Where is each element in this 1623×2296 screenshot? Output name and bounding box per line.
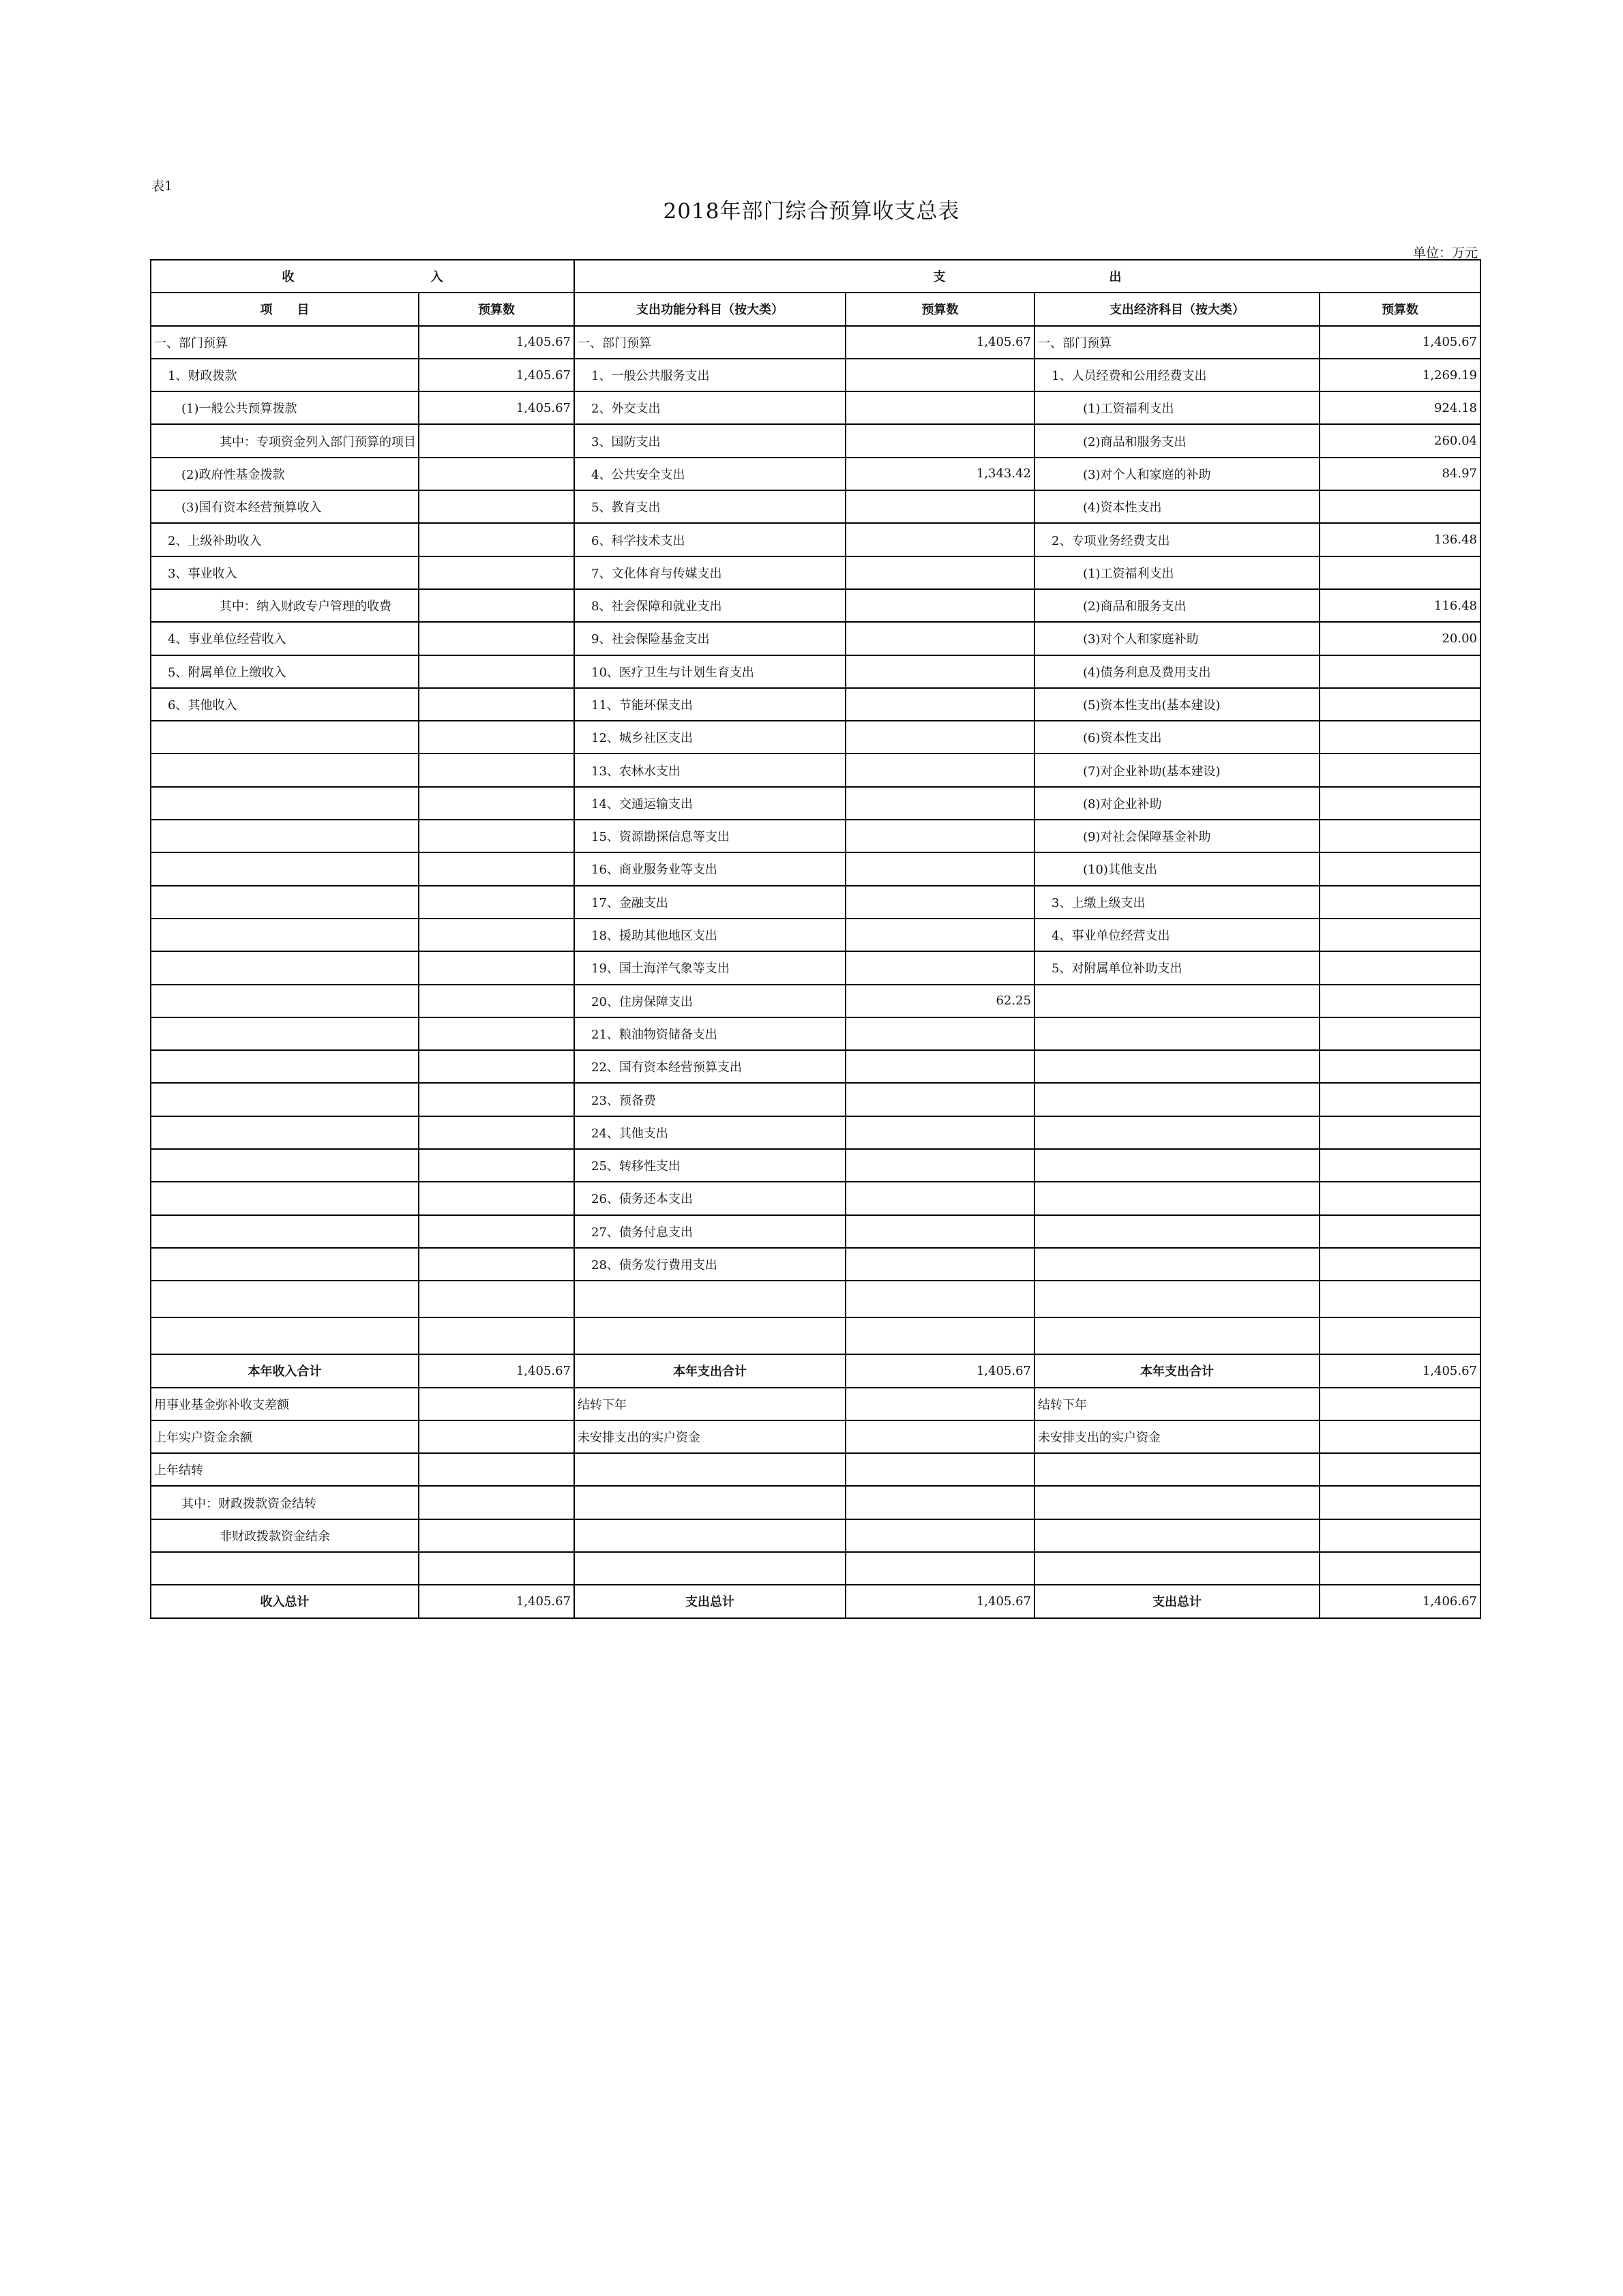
econ-budget-cell bbox=[1320, 754, 1480, 786]
income-budget-cell bbox=[419, 556, 574, 589]
econ-item-cell bbox=[1034, 1182, 1320, 1214]
income-budget-cell bbox=[419, 589, 574, 622]
econ-item-cell: (5)资本性支出(基本建设) bbox=[1034, 688, 1320, 721]
table-row bbox=[151, 1017, 1480, 1050]
empty-cell bbox=[1034, 1281, 1320, 1317]
income-budget-cell bbox=[419, 1182, 574, 1214]
income-budget-cell bbox=[419, 622, 574, 655]
income-budget-cell bbox=[419, 1388, 574, 1420]
func-budget-cell bbox=[846, 820, 1034, 852]
econ-item-cell: 3、上缴上级支出 bbox=[1034, 886, 1320, 919]
income-budget-cell bbox=[419, 1083, 574, 1116]
econ-budget-cell bbox=[1320, 1149, 1480, 1182]
func-item-cell: 7、文化体育与传媒支出 bbox=[574, 556, 846, 589]
econ-item-cell bbox=[1034, 985, 1320, 1017]
table-row bbox=[151, 424, 1480, 457]
func-item-cell: 11、节能环保支出 bbox=[574, 688, 846, 721]
income-item-cell: (3)国有资本经营预算收入 bbox=[151, 490, 419, 523]
func-budget-cell bbox=[846, 490, 1034, 523]
table-row bbox=[151, 1149, 1480, 1182]
econ-budget-cell: 1,405.67 bbox=[1320, 326, 1480, 359]
func-budget-cell bbox=[846, 622, 1034, 655]
grand-func-total-value: 1,405.67 bbox=[846, 1585, 1034, 1617]
income-budget-cell bbox=[419, 1519, 574, 1552]
income-item-cell: (2)政府性基金拨款 bbox=[151, 458, 419, 490]
func-item-cell: 13、农林水支出 bbox=[574, 754, 846, 786]
func-item-cell: 5、教育支出 bbox=[574, 490, 846, 523]
income-item-cell: 1、财政拨款 bbox=[151, 359, 419, 391]
func-item-cell: 8、社会保障和就业支出 bbox=[574, 589, 846, 622]
table-row bbox=[151, 326, 1480, 359]
income-budget-cell bbox=[419, 1486, 574, 1519]
income-item-cell bbox=[151, 985, 419, 1017]
table-row bbox=[151, 985, 1480, 1017]
table-row bbox=[151, 556, 1480, 589]
func-item-cell: 27、债务付息支出 bbox=[574, 1215, 846, 1248]
income-item-cell: 一、部门预算 bbox=[151, 326, 419, 359]
table-row bbox=[151, 1388, 1480, 1420]
expense-group-label-b: 出 bbox=[1109, 270, 1122, 285]
econ-budget-cell bbox=[1320, 1248, 1480, 1281]
econ-item-cell bbox=[1034, 1050, 1320, 1083]
empty-cell bbox=[1320, 1317, 1480, 1354]
econ-item-cell: (7)对企业补助(基本建设) bbox=[1034, 754, 1320, 786]
page-title: 2018年部门综合预算收支总表 bbox=[663, 199, 960, 224]
econ-item-cell: (1)工资福利支出 bbox=[1034, 556, 1320, 589]
func-budget-cell bbox=[846, 1486, 1034, 1519]
econ-item-cell: (8)对企业补助 bbox=[1034, 787, 1320, 820]
income-item-cell bbox=[151, 1215, 419, 1248]
func-budget-cell bbox=[846, 951, 1034, 984]
income-budget-cell bbox=[419, 523, 574, 556]
income-item-cell bbox=[151, 1116, 419, 1149]
grand-total-row bbox=[151, 1585, 1480, 1617]
table-row bbox=[151, 1552, 1480, 1585]
econ-item-cell: (4)资本性支出 bbox=[1034, 490, 1320, 523]
func-budget-cell bbox=[846, 556, 1034, 589]
econ-budget-cell bbox=[1320, 556, 1480, 589]
income-budget-cell bbox=[419, 1420, 574, 1453]
econ-budget-cell bbox=[1320, 490, 1480, 523]
func-item-cell: 26、债务还本支出 bbox=[574, 1182, 846, 1214]
func-item-cell bbox=[574, 1519, 846, 1552]
func-budget-cell bbox=[846, 589, 1034, 622]
col-header-func: 支出功能分科目（按大类） bbox=[574, 293, 846, 325]
econ-item-cell bbox=[1034, 1083, 1320, 1116]
econ-item-cell: 未安排支出的实户资金 bbox=[1034, 1420, 1320, 1453]
income-item-cell: 其中：财政拨款资金结转 bbox=[151, 1486, 419, 1519]
income-budget-cell bbox=[419, 886, 574, 919]
grand-income-total-value: 1,405.67 bbox=[419, 1585, 574, 1617]
econ-item-cell: (2)商品和服务支出 bbox=[1034, 589, 1320, 622]
income-budget-cell bbox=[419, 951, 574, 984]
func-budget-cell bbox=[846, 391, 1034, 424]
func-budget-cell bbox=[846, 1083, 1034, 1116]
econ-item-cell bbox=[1034, 1519, 1320, 1552]
func-item-cell: 19、国土海洋气象等支出 bbox=[574, 951, 846, 984]
econ-item-cell bbox=[1034, 1552, 1320, 1585]
econ-item-cell bbox=[1034, 1116, 1320, 1149]
income-item-cell: 用事业基金弥补收支差额 bbox=[151, 1388, 419, 1420]
func-item-cell: 2、外交支出 bbox=[574, 391, 846, 424]
func-item-cell: 12、城乡社区支出 bbox=[574, 721, 846, 754]
econ-budget-cell bbox=[1320, 1388, 1480, 1420]
income-item-cell bbox=[151, 1017, 419, 1050]
func-item-cell: 22、国有资本经营预算支出 bbox=[574, 1050, 846, 1083]
income-item-cell bbox=[151, 919, 419, 951]
unit-label: 单位：万元 bbox=[1412, 245, 1478, 260]
table-row bbox=[151, 1215, 1480, 1248]
income-budget-cell bbox=[419, 1050, 574, 1083]
func-budget-cell bbox=[846, 886, 1034, 919]
econ-budget-cell: 116.48 bbox=[1320, 589, 1480, 622]
table-row bbox=[151, 589, 1480, 622]
econ-budget-cell bbox=[1320, 951, 1480, 984]
column-header-row bbox=[151, 293, 1480, 325]
table-row bbox=[151, 391, 1480, 424]
income-item-cell bbox=[151, 1552, 419, 1585]
empty-cell bbox=[574, 1317, 846, 1354]
func-item-cell: 4、公共安全支出 bbox=[574, 458, 846, 490]
econ-budget-cell: 1,269.19 bbox=[1320, 359, 1480, 391]
func-budget-cell bbox=[846, 1248, 1034, 1281]
table-row bbox=[151, 1453, 1480, 1486]
econ-item-cell: (4)债务利息及费用支出 bbox=[1034, 655, 1320, 688]
empty-cell bbox=[1320, 1281, 1480, 1317]
income-budget-cell bbox=[419, 1017, 574, 1050]
func-item-cell: 10、医疗卫生与计划生育支出 bbox=[574, 655, 846, 688]
income-item-cell: 上年实户资金余额 bbox=[151, 1420, 419, 1453]
income-budget-cell bbox=[419, 820, 574, 852]
func-item-cell: 一、部门预算 bbox=[574, 326, 846, 359]
econ-budget-cell bbox=[1320, 820, 1480, 852]
func-budget-cell bbox=[846, 1519, 1034, 1552]
econ-budget-cell bbox=[1320, 1486, 1480, 1519]
econ-budget-cell bbox=[1320, 655, 1480, 688]
econ-budget-cell bbox=[1320, 721, 1480, 754]
econ-budget-cell bbox=[1320, 1017, 1480, 1050]
income-item-cell bbox=[151, 951, 419, 984]
func-item-cell bbox=[574, 1552, 846, 1585]
econ-item-cell bbox=[1034, 1149, 1320, 1182]
econ-item-cell bbox=[1034, 1486, 1320, 1519]
func-budget-cell: 1,343.42 bbox=[846, 458, 1034, 490]
table-body bbox=[151, 260, 1480, 1618]
income-item-cell bbox=[151, 852, 419, 885]
year-econ-total-value: 1,405.67 bbox=[1320, 1354, 1480, 1387]
income-item-cell bbox=[151, 721, 419, 754]
func-budget-cell bbox=[846, 1050, 1034, 1083]
empty-cell bbox=[574, 1281, 846, 1317]
econ-item-cell: (3)对个人和家庭的补助 bbox=[1034, 458, 1320, 490]
table-row bbox=[151, 820, 1480, 852]
func-item-cell: 28、债务发行费用支出 bbox=[574, 1248, 846, 1281]
econ-budget-cell bbox=[1320, 852, 1480, 885]
income-group-label-a: 收 bbox=[282, 270, 295, 285]
income-item-cell: 上年结转 bbox=[151, 1453, 419, 1486]
income-budget-cell bbox=[419, 490, 574, 523]
income-item-cell: 2、上级补助收入 bbox=[151, 523, 419, 556]
income-item-cell bbox=[151, 1248, 419, 1281]
func-budget-cell bbox=[846, 424, 1034, 457]
func-item-cell bbox=[574, 1486, 846, 1519]
func-item-cell bbox=[574, 1453, 846, 1486]
expense-group-header bbox=[574, 260, 1480, 293]
income-item-cell bbox=[151, 754, 419, 786]
table-row bbox=[151, 622, 1480, 655]
econ-budget-cell bbox=[1320, 985, 1480, 1017]
group-header-row bbox=[151, 260, 1480, 293]
econ-item-cell bbox=[1034, 1453, 1320, 1486]
func-budget-cell bbox=[846, 852, 1034, 885]
income-budget-cell bbox=[419, 1453, 574, 1486]
econ-item-cell bbox=[1034, 1248, 1320, 1281]
table-row bbox=[151, 754, 1480, 786]
func-budget-cell bbox=[846, 1149, 1034, 1182]
econ-item-cell: 结转下年 bbox=[1034, 1388, 1320, 1420]
empty-cell bbox=[151, 1317, 419, 1354]
func-item-cell: 15、资源勘探信息等支出 bbox=[574, 820, 846, 852]
func-budget-cell bbox=[846, 754, 1034, 786]
table-row bbox=[151, 1519, 1480, 1552]
income-budget-cell bbox=[419, 424, 574, 457]
year-total-row bbox=[151, 1354, 1480, 1387]
income-budget-cell bbox=[419, 1116, 574, 1149]
col-header-econ: 支出经济科目（按大类） bbox=[1034, 293, 1320, 325]
table-row bbox=[151, 458, 1480, 490]
table-row bbox=[151, 1420, 1480, 1453]
func-item-cell: 结转下年 bbox=[574, 1388, 846, 1420]
func-item-cell: 24、其他支出 bbox=[574, 1116, 846, 1149]
income-item-cell bbox=[151, 1182, 419, 1214]
income-group-label-b: 入 bbox=[430, 270, 443, 285]
income-item-cell bbox=[151, 1050, 419, 1083]
func-budget-cell bbox=[846, 1453, 1034, 1486]
func-budget-cell bbox=[846, 1215, 1034, 1248]
income-item-cell bbox=[151, 820, 419, 852]
econ-budget-cell bbox=[1320, 1215, 1480, 1248]
empty-cell bbox=[419, 1281, 574, 1317]
func-budget-cell bbox=[846, 787, 1034, 820]
econ-budget-cell bbox=[1320, 1519, 1480, 1552]
func-item-cell: 16、商业服务业等支出 bbox=[574, 852, 846, 885]
econ-budget-cell: 20.00 bbox=[1320, 622, 1480, 655]
econ-item-cell: (3)对个人和家庭补助 bbox=[1034, 622, 1320, 655]
col-header-income-budget: 预算数 bbox=[419, 293, 574, 325]
econ-budget-cell bbox=[1320, 1182, 1480, 1214]
empty-row bbox=[151, 1317, 1480, 1354]
empty-row bbox=[151, 1281, 1480, 1317]
year-func-total-value: 1,405.67 bbox=[846, 1354, 1034, 1387]
func-item-cell: 3、国防支出 bbox=[574, 424, 846, 457]
income-group-header bbox=[151, 260, 574, 293]
econ-budget-cell bbox=[1320, 688, 1480, 721]
income-budget-cell bbox=[419, 1552, 574, 1585]
table-row bbox=[151, 886, 1480, 919]
econ-item-cell: (6)资本性支出 bbox=[1034, 721, 1320, 754]
econ-budget-cell bbox=[1320, 1050, 1480, 1083]
func-budget-cell bbox=[846, 359, 1034, 391]
econ-item-cell: (10)其他支出 bbox=[1034, 852, 1320, 885]
econ-budget-cell bbox=[1320, 1453, 1480, 1486]
col-header-econ-budget: 预算数 bbox=[1320, 293, 1480, 325]
income-budget-cell bbox=[419, 1215, 574, 1248]
func-budget-cell bbox=[846, 1182, 1034, 1214]
econ-budget-cell bbox=[1320, 787, 1480, 820]
func-budget-cell bbox=[846, 721, 1034, 754]
econ-budget-cell: 136.48 bbox=[1320, 523, 1480, 556]
income-budget-cell bbox=[419, 985, 574, 1017]
func-budget-cell bbox=[846, 919, 1034, 951]
income-item-cell bbox=[151, 787, 419, 820]
func-budget-cell bbox=[846, 523, 1034, 556]
func-item-cell: 未安排支出的实户资金 bbox=[574, 1420, 846, 1453]
table-row bbox=[151, 852, 1480, 885]
income-budget-cell bbox=[419, 458, 574, 490]
func-item-cell: 6、科学技术支出 bbox=[574, 523, 846, 556]
year-income-total-label: 本年收入合计 bbox=[151, 1354, 419, 1387]
table-row bbox=[151, 787, 1480, 820]
income-budget-cell: 1,405.67 bbox=[419, 359, 574, 391]
econ-budget-cell bbox=[1320, 886, 1480, 919]
func-item-cell: 14、交通运输支出 bbox=[574, 787, 846, 820]
income-budget-cell bbox=[419, 655, 574, 688]
year-func-total-label: 本年支出合计 bbox=[574, 1354, 846, 1387]
table-row bbox=[151, 490, 1480, 523]
income-item-cell: 5、附属单位上缴收入 bbox=[151, 655, 419, 688]
income-budget-cell bbox=[419, 919, 574, 951]
col-header-func-budget: 预算数 bbox=[846, 293, 1034, 325]
econ-item-cell: 5、对附属单位补助支出 bbox=[1034, 951, 1320, 984]
func-item-cell: 25、转移性支出 bbox=[574, 1149, 846, 1182]
income-budget-cell bbox=[419, 787, 574, 820]
table-row bbox=[151, 1182, 1480, 1214]
func-budget-cell: 1,405.67 bbox=[846, 326, 1034, 359]
grand-econ-total-value: 1,406.67 bbox=[1320, 1585, 1480, 1617]
func-budget-cell bbox=[846, 655, 1034, 688]
table-row bbox=[151, 359, 1480, 391]
table-row bbox=[151, 1486, 1480, 1519]
income-item-cell: (1)一般公共预算拨款 bbox=[151, 391, 419, 424]
income-item-cell: 其中：纳入财政专户管理的收费 bbox=[151, 589, 419, 622]
func-budget-cell bbox=[846, 688, 1034, 721]
income-item-cell bbox=[151, 886, 419, 919]
econ-item-cell bbox=[1034, 1215, 1320, 1248]
func-budget-cell bbox=[846, 1017, 1034, 1050]
func-item-cell: 23、预备费 bbox=[574, 1083, 846, 1116]
func-budget-cell bbox=[846, 1116, 1034, 1149]
table-row bbox=[151, 688, 1480, 721]
income-item-cell bbox=[151, 1149, 419, 1182]
income-item-cell: 4、事业单位经营收入 bbox=[151, 622, 419, 655]
table-row bbox=[151, 951, 1480, 984]
func-budget-cell bbox=[846, 1388, 1034, 1420]
col-header-item: 项 目 bbox=[151, 293, 419, 325]
income-budget-cell bbox=[419, 721, 574, 754]
income-budget-cell bbox=[419, 1248, 574, 1281]
econ-item-cell: 2、专项业务经费支出 bbox=[1034, 523, 1320, 556]
econ-budget-cell bbox=[1320, 1420, 1480, 1453]
econ-budget-cell bbox=[1320, 1552, 1480, 1585]
income-item-cell: 6、其他收入 bbox=[151, 688, 419, 721]
func-item-cell: 17、金融支出 bbox=[574, 886, 846, 919]
year-income-total-value: 1,405.67 bbox=[419, 1354, 574, 1387]
econ-budget-cell bbox=[1320, 1083, 1480, 1116]
func-item-cell: 9、社会保险基金支出 bbox=[574, 622, 846, 655]
econ-item-cell: (2)商品和服务支出 bbox=[1034, 424, 1320, 457]
table-row bbox=[151, 1116, 1480, 1149]
econ-item-cell bbox=[1034, 1017, 1320, 1050]
income-item-cell: 非财政拨款资金结余 bbox=[151, 1519, 419, 1552]
empty-cell bbox=[419, 1317, 574, 1354]
func-item-cell: 18、援助其他地区支出 bbox=[574, 919, 846, 951]
econ-item-cell: (1)工资福利支出 bbox=[1034, 391, 1320, 424]
income-budget-cell: 1,405.67 bbox=[419, 326, 574, 359]
econ-item-cell: 4、事业单位经营支出 bbox=[1034, 919, 1320, 951]
table-row bbox=[151, 655, 1480, 688]
grand-func-total-label: 支出总计 bbox=[574, 1585, 846, 1617]
econ-item-cell: (9)对社会保障基金补助 bbox=[1034, 820, 1320, 852]
grand-econ-total-label: 支出总计 bbox=[1034, 1585, 1320, 1617]
func-budget-cell bbox=[846, 1420, 1034, 1453]
func-item-cell: 1、一般公共服务支出 bbox=[574, 359, 846, 391]
econ-budget-cell bbox=[1320, 919, 1480, 951]
empty-cell bbox=[1034, 1317, 1320, 1354]
expense-group-label-a: 支 bbox=[933, 270, 946, 285]
func-item-cell: 21、粮油物资储备支出 bbox=[574, 1017, 846, 1050]
table-row bbox=[151, 721, 1480, 754]
table-row bbox=[151, 1083, 1480, 1116]
income-budget-cell bbox=[419, 852, 574, 885]
budget-summary-table bbox=[150, 259, 1481, 1619]
table-number: 表1 bbox=[151, 179, 173, 194]
econ-budget-cell: 924.18 bbox=[1320, 391, 1480, 424]
grand-income-total-label: 收入总计 bbox=[151, 1585, 419, 1617]
econ-budget-cell: 260.04 bbox=[1320, 424, 1480, 457]
econ-budget-cell: 84.97 bbox=[1320, 458, 1480, 490]
income-budget-cell bbox=[419, 1149, 574, 1182]
econ-item-cell: 一、部门预算 bbox=[1034, 326, 1320, 359]
econ-budget-cell bbox=[1320, 1116, 1480, 1149]
table-row bbox=[151, 919, 1480, 951]
income-item-cell bbox=[151, 1083, 419, 1116]
func-budget-cell bbox=[846, 1552, 1034, 1585]
table-row bbox=[151, 1248, 1480, 1281]
empty-cell bbox=[846, 1281, 1034, 1317]
empty-cell bbox=[846, 1317, 1034, 1354]
year-econ-total-label: 本年支出合计 bbox=[1034, 1354, 1320, 1387]
func-budget-cell: 62.25 bbox=[846, 985, 1034, 1017]
table-row bbox=[151, 523, 1480, 556]
income-item-cell: 3、事业收入 bbox=[151, 556, 419, 589]
income-budget-cell bbox=[419, 754, 574, 786]
econ-item-cell: 1、人员经费和公用经费支出 bbox=[1034, 359, 1320, 391]
func-item-cell: 20、住房保障支出 bbox=[574, 985, 846, 1017]
empty-cell bbox=[151, 1281, 419, 1317]
income-item-cell: 其中：专项资金列入部门预算的项目 bbox=[151, 424, 419, 457]
table-row bbox=[151, 1050, 1480, 1083]
income-budget-cell bbox=[419, 688, 574, 721]
income-budget-cell: 1,405.67 bbox=[419, 391, 574, 424]
